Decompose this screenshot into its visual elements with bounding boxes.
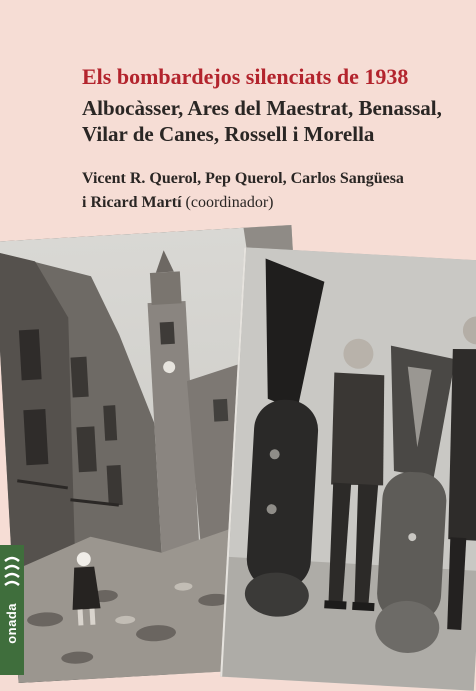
publisher-logo xyxy=(0,545,24,675)
authors-line-2-name: i Ricard Martí xyxy=(82,194,182,211)
book-authors xyxy=(82,167,467,215)
authors-line-2-role: (coordinador) xyxy=(185,194,274,211)
book-title: Els bombardejos silenciats de 1938 xyxy=(82,64,409,89)
bombs-men-photo xyxy=(220,247,476,691)
publisher-name: onada xyxy=(4,603,19,644)
bombs-men-illustration xyxy=(222,247,476,690)
subtitle-line-2: Vilar de Canes, Rossell i Morella xyxy=(82,122,375,146)
book-subtitle xyxy=(82,95,467,147)
authors-line-1: Vicent R. Querol, Pep Querol, Carlos Sangüesa xyxy=(82,170,404,187)
wave-icon xyxy=(3,553,21,593)
subtitle-line-1: Albocàsser, Ares del Maestrat, Benassal, xyxy=(82,96,442,120)
